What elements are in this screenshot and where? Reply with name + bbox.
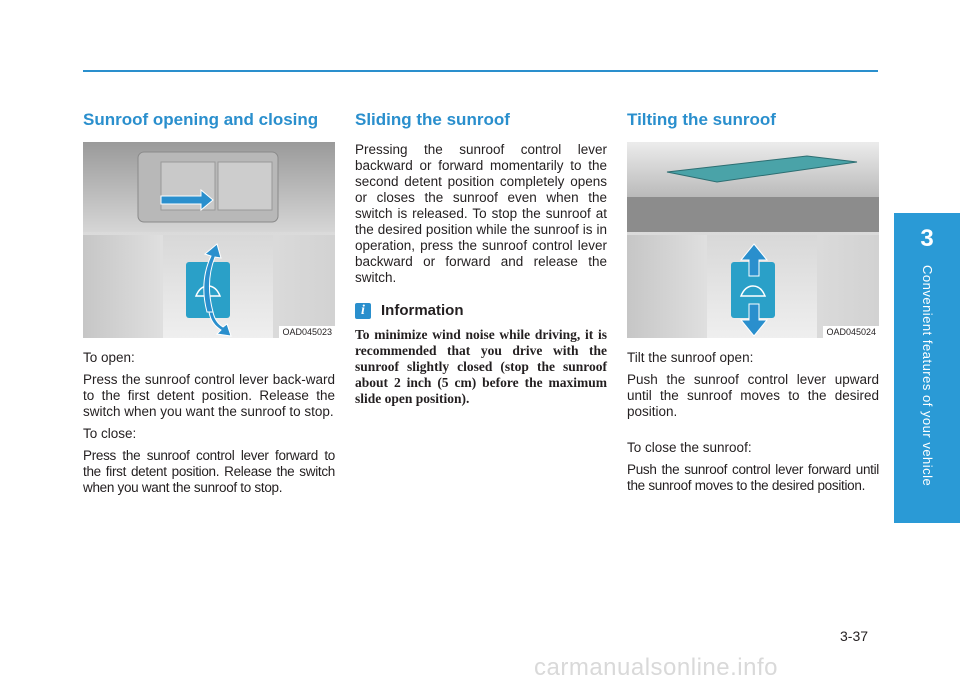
tilt-text: Push the sunroof control lever upward until the sunroof moves to the desired position. <box>627 372 879 419</box>
figure-code: OAD045024 <box>823 326 879 338</box>
tilted-glass-icon <box>627 142 879 232</box>
information-body: To minimize wind noise while driving, it is recommended that you drive with the sunroof slightly closed (stop the sunroof about 2 inch (5 cm) before the maximum slide open position). <box>355 327 607 406</box>
section-heading: Tilting the sunroof <box>627 110 776 129</box>
sliding-body: Pressing the sunroof control lever backward or forward momentarily to the second detent position completely opens or closes the sunroof even when the switch is released. To stop the sunroof at the desired position while the sunroof is in operation, press the sunroof control lever backward or forward and release the switch. <box>355 142 607 285</box>
info-icon: i <box>355 303 371 319</box>
up-down-arrow-icon <box>739 242 769 338</box>
header-rule <box>83 70 878 72</box>
section-heading: Sunroof opening and closing <box>83 110 319 129</box>
roof-image <box>627 142 879 232</box>
chapter-tab <box>894 213 960 523</box>
curved-arrow-icon <box>193 242 233 338</box>
open-label: To open: <box>83 350 135 365</box>
tilt-label: Tilt the sunroof open: <box>627 350 754 365</box>
figure-code: OAD045023 <box>279 326 335 338</box>
close-label: To close the sunroof: <box>627 440 752 455</box>
close-text: Press the sunroof control lever forward to the first detent position. Release the switch when you want the sunroof to stop. <box>83 448 335 495</box>
section-tilting-sunroof <box>627 110 879 494</box>
sunroof-switch-figure <box>83 142 335 338</box>
tilt-switch-figure <box>627 142 879 338</box>
open-text: Press the sunroof control lever back-ward to the first detent position. Release the switch when you want the sunroof to stop. <box>83 372 335 419</box>
section-sliding-sunroof <box>355 110 607 407</box>
close-label: To close: <box>83 426 137 441</box>
information-header <box>355 302 607 319</box>
chapter-number: 3 <box>920 225 934 252</box>
page-number: 3-37 <box>840 628 869 644</box>
section-sunroof-opening-closing <box>83 110 335 496</box>
overhead-console-image <box>83 142 335 232</box>
footer-watermark: carmanualsonline.info <box>534 654 778 681</box>
chapter-title: Convenient features of your vehicle <box>920 265 935 487</box>
information-title: Information <box>381 302 464 319</box>
close-text: Push the sunroof control lever forward until the sunroof moves to the desired position. <box>627 462 879 493</box>
section-heading: Sliding the sunroof <box>355 110 510 129</box>
slide-arrow-icon <box>83 142 335 232</box>
